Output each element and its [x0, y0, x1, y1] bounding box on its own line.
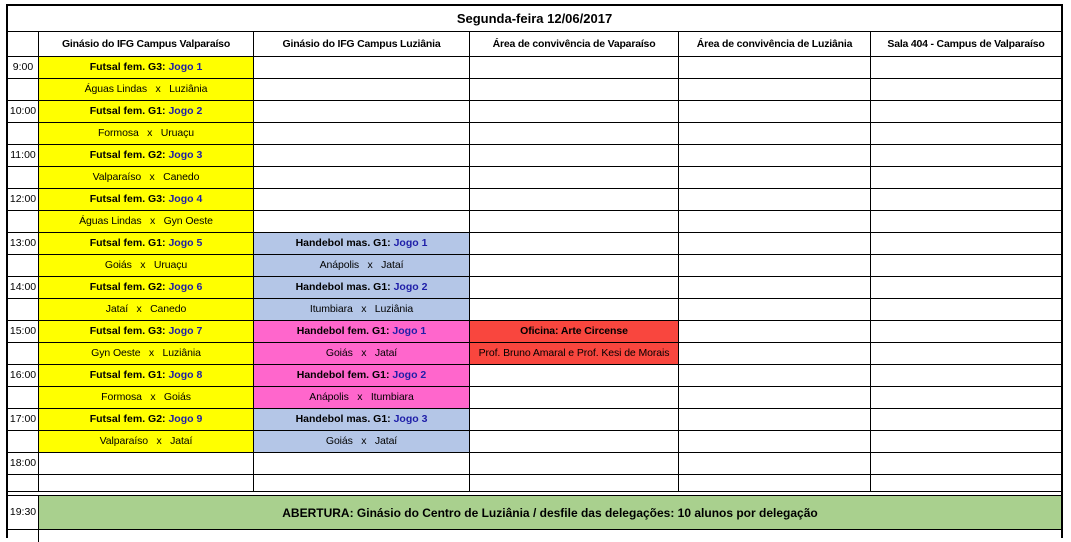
time-label: 15:00 — [8, 321, 39, 342]
event-cell — [39, 211, 254, 232]
event-title-text: Handebol fem. G1: — [296, 369, 393, 382]
empty-cell — [470, 387, 679, 408]
event-cell — [254, 277, 470, 298]
event-title-text: Futsal fem. G3: — [89, 61, 169, 74]
empty-cell — [8, 530, 39, 542]
event-cell — [39, 167, 254, 188]
schedule-row — [8, 233, 1061, 255]
empty-cell — [470, 123, 679, 144]
event-cell — [39, 277, 254, 298]
event-text: Valparaíso x Canedo — [92, 171, 200, 184]
time-label: 18:00 — [8, 453, 39, 474]
empty-cell — [470, 431, 679, 452]
event-text: Anápolis x Jataí — [319, 259, 404, 272]
empty-cell — [470, 145, 679, 166]
event-cell — [39, 365, 254, 386]
event-cell — [254, 387, 470, 408]
empty-cell — [679, 189, 871, 210]
time-label: 14:00 — [8, 277, 39, 298]
empty-cell — [679, 343, 871, 364]
time-label: 13:00 — [8, 233, 39, 254]
empty-cell — [871, 79, 1061, 100]
schedule-row — [8, 453, 1061, 475]
empty-cell — [871, 57, 1061, 78]
empty-cell — [470, 299, 679, 320]
event-title-text: Futsal fem. G2: — [89, 413, 169, 426]
event-cell — [39, 431, 254, 452]
empty-cell — [871, 475, 1061, 491]
empty-cell — [871, 277, 1061, 298]
event-text: Prof. Bruno Amaral e Prof. Kesi de Morais — [478, 347, 670, 360]
event-title-text: Futsal fem. G2: — [89, 149, 169, 162]
partial-bottom-row — [8, 530, 1061, 542]
time-label: 11:00 — [8, 145, 39, 166]
schedule-row — [8, 431, 1061, 453]
empty-cell — [254, 123, 470, 144]
event-title-text: Futsal fem. G1: — [89, 237, 169, 250]
event-title-text: Handebol mas. G1: — [295, 237, 394, 250]
time-label: 10:00 — [8, 101, 39, 122]
schedule-table — [6, 4, 1063, 538]
time-cell-empty — [8, 475, 39, 491]
schedule-grid — [8, 57, 1061, 492]
game-number-text: Jogo 1 — [392, 325, 427, 338]
empty-cell — [254, 167, 470, 188]
empty-cell — [871, 233, 1061, 254]
empty-cell — [470, 167, 679, 188]
event-text: Valparaíso x Jataí — [99, 435, 193, 448]
schedule-row — [8, 167, 1061, 189]
event-text: Águas Lindas x Luziânia — [84, 83, 208, 96]
header-row — [8, 32, 1061, 57]
game-number-text: Jogo 8 — [168, 369, 203, 382]
empty-cell — [679, 211, 871, 232]
empty-cell — [254, 57, 470, 78]
event-text: Formosa x Uruaçu — [97, 127, 195, 140]
empty-cell — [470, 101, 679, 122]
schedule-row — [8, 365, 1061, 387]
time-label: 16:00 — [8, 365, 39, 386]
column-header-gym-valparaiso: Ginásio do IFG Campus Valparaíso — [39, 32, 254, 56]
time-cell-empty — [8, 299, 39, 320]
game-number-text: Jogo 1 — [168, 61, 203, 74]
empty-cell — [679, 167, 871, 188]
event-text: Águas Lindas x Gyn Oeste — [79, 215, 213, 228]
time-cell-empty — [8, 79, 39, 100]
event-cell — [470, 343, 679, 364]
empty-cell — [871, 387, 1061, 408]
opening-ceremony-cell: ABERTURA: Ginásio do Centro de Luziânia / desfile das delegações: 10 alunos por delegação — [39, 496, 1061, 529]
event-cell — [254, 233, 470, 254]
event-title-text: Futsal fem. G2: — [89, 281, 169, 294]
empty-cell — [39, 453, 254, 474]
schedule-row — [8, 145, 1061, 167]
event-cell — [39, 409, 254, 430]
game-number-text: Jogo 5 — [168, 237, 203, 250]
empty-cell — [39, 475, 254, 491]
schedule-row — [8, 189, 1061, 211]
schedule-row — [8, 57, 1061, 79]
event-text: Goiás x Jataí — [325, 347, 398, 360]
event-cell — [254, 321, 470, 342]
empty-cell — [871, 343, 1061, 364]
empty-cell — [679, 409, 871, 430]
title-row — [8, 6, 1061, 32]
event-cell — [39, 299, 254, 320]
empty-cell — [871, 145, 1061, 166]
empty-cell — [679, 453, 871, 474]
event-cell — [39, 123, 254, 144]
empty-cell — [871, 431, 1061, 452]
time-cell-empty — [8, 123, 39, 144]
game-number-text: Jogo 6 — [168, 281, 203, 294]
game-number-text: Jogo 7 — [168, 325, 203, 338]
event-text: Oficina: Arte Circense — [520, 325, 628, 338]
empty-cell — [679, 321, 871, 342]
schedule-row — [8, 409, 1061, 431]
game-number-text: Jogo 3 — [393, 413, 428, 426]
empty-cell — [254, 453, 470, 474]
event-cell — [39, 57, 254, 78]
time-cell-empty — [8, 255, 39, 276]
time-column-header — [8, 32, 39, 56]
time-cell-empty — [8, 343, 39, 364]
game-number-text: Jogo 9 — [168, 413, 203, 426]
empty-cell — [470, 211, 679, 232]
column-header-area-luziania: Área de convivência de Luziânia — [679, 32, 871, 56]
event-title-text: Handebol mas. G1: — [295, 413, 394, 426]
page-title: Segunda-feira 12/06/2017 — [456, 11, 613, 26]
event-text: Gyn Oeste x Luziânia — [91, 347, 201, 360]
empty-cell — [679, 387, 871, 408]
empty-cell — [871, 167, 1061, 188]
event-title-text: Handebol fem. G1: — [296, 325, 393, 338]
empty-cell — [871, 409, 1061, 430]
game-number-text: Jogo 3 — [168, 149, 203, 162]
event-title-text: Handebol mas. G1: — [295, 281, 394, 294]
empty-cell — [470, 453, 679, 474]
event-cell — [39, 233, 254, 254]
empty-cell — [8, 492, 39, 495]
event-cell — [254, 431, 470, 452]
empty-cell — [679, 233, 871, 254]
event-text: Goiás x Uruaçu — [104, 259, 188, 272]
opening-ceremony-row — [8, 496, 1061, 530]
schedule-row — [8, 277, 1061, 299]
schedule-row — [8, 79, 1061, 101]
event-cell — [39, 343, 254, 364]
empty-cell — [39, 530, 1061, 542]
empty-cell — [39, 492, 1061, 495]
event-cell — [39, 101, 254, 122]
event-title-text: Futsal fem. G1: — [89, 105, 169, 118]
event-cell — [39, 145, 254, 166]
game-number-text: Jogo 4 — [168, 193, 203, 206]
time-cell-empty — [8, 211, 39, 232]
event-title-text: Futsal fem. G3: — [89, 325, 169, 338]
event-title-text: Futsal fem. G1: — [89, 369, 169, 382]
empty-cell — [254, 211, 470, 232]
event-text: Goiás x Jataí — [325, 435, 398, 448]
empty-cell — [254, 145, 470, 166]
column-header-area-vaparaiso: Área de convivência de Vaparaíso — [470, 32, 679, 56]
empty-cell — [679, 299, 871, 320]
schedule-row — [8, 123, 1061, 145]
game-number-text: Jogo 1 — [393, 237, 428, 250]
time-label: 17:00 — [8, 409, 39, 430]
empty-cell — [254, 101, 470, 122]
empty-cell — [871, 189, 1061, 210]
event-cell — [39, 321, 254, 342]
schedule-row — [8, 321, 1061, 343]
empty-cell — [470, 189, 679, 210]
empty-cell — [679, 277, 871, 298]
empty-cell — [871, 365, 1061, 386]
empty-cell — [470, 409, 679, 430]
game-number-text: Jogo 2 — [392, 369, 427, 382]
event-cell — [39, 79, 254, 100]
empty-cell — [470, 277, 679, 298]
event-cell — [470, 321, 679, 342]
event-text: Jataí x Canedo — [105, 303, 187, 316]
schedule-row — [8, 387, 1061, 409]
empty-cell — [871, 123, 1061, 144]
column-header-gym-luziania: Ginásio do IFG Campus Luziânia — [254, 32, 470, 56]
event-cell — [254, 299, 470, 320]
event-text: Itumbiara x Luziânia — [309, 303, 414, 316]
empty-cell — [679, 475, 871, 491]
time-cell-empty — [8, 167, 39, 188]
empty-cell — [470, 79, 679, 100]
event-text: Anápolis x Itumbiara — [309, 391, 414, 404]
event-cell — [254, 343, 470, 364]
empty-cell — [679, 255, 871, 276]
empty-cell — [871, 101, 1061, 122]
empty-cell — [679, 123, 871, 144]
empty-cell — [254, 79, 470, 100]
empty-cell — [679, 365, 871, 386]
empty-cell — [470, 233, 679, 254]
empty-cell — [871, 255, 1061, 276]
empty-cell — [871, 299, 1061, 320]
schedule-row — [8, 475, 1061, 492]
game-number-text: Jogo 2 — [168, 105, 203, 118]
event-cell — [254, 409, 470, 430]
empty-cell — [254, 189, 470, 210]
event-cell — [39, 387, 254, 408]
empty-cell — [679, 79, 871, 100]
event-text: Formosa x Goiás — [101, 391, 191, 404]
event-cell — [254, 365, 470, 386]
schedule-row — [8, 255, 1061, 277]
event-cell — [39, 189, 254, 210]
empty-cell — [871, 211, 1061, 232]
time-cell-empty — [8, 387, 39, 408]
time-label: 12:00 — [8, 189, 39, 210]
empty-cell — [871, 453, 1061, 474]
schedule-row — [8, 299, 1061, 321]
empty-cell — [254, 475, 470, 491]
event-title-text: Futsal fem. G3: — [89, 193, 169, 206]
column-header-sala-404: Sala 404 - Campus de Valparaíso — [887, 37, 1045, 50]
empty-cell — [470, 255, 679, 276]
empty-cell — [679, 101, 871, 122]
event-cell — [39, 255, 254, 276]
empty-cell — [871, 321, 1061, 342]
time-cell-empty — [8, 431, 39, 452]
schedule-row — [8, 101, 1061, 123]
empty-cell — [470, 365, 679, 386]
time-label: 9:00 — [8, 57, 39, 78]
time-label: 19:30 — [8, 496, 39, 529]
schedule-row — [8, 343, 1061, 365]
game-number-text: Jogo 2 — [393, 281, 428, 294]
empty-cell — [679, 431, 871, 452]
empty-cell — [679, 57, 871, 78]
empty-cell — [679, 145, 871, 166]
event-cell — [254, 255, 470, 276]
empty-cell — [470, 57, 679, 78]
empty-cell — [470, 475, 679, 491]
schedule-row — [8, 211, 1061, 233]
